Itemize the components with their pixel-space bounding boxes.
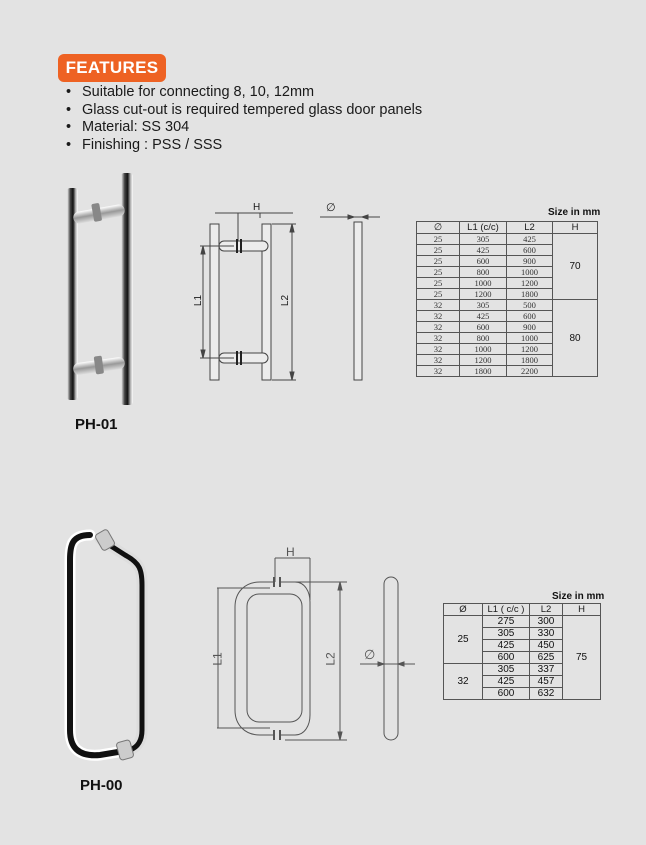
ph-01-size-table: [416, 221, 598, 377]
cell-h: 75: [563, 616, 601, 700]
cell: 1200: [507, 278, 553, 289]
cell: 800: [460, 267, 507, 278]
cell: 450: [530, 640, 563, 652]
dimension-label-l2: L2: [323, 652, 338, 666]
col-header-diameter: Ø: [444, 604, 483, 616]
col-header-diameter: ∅: [417, 222, 460, 234]
cell: 32: [417, 333, 460, 344]
col-header-l2: L2: [507, 222, 553, 234]
d-shaped-pull-handle-photo-icon: [60, 525, 155, 770]
cell: 305: [460, 234, 507, 245]
h-shaped-pull-handle-photo-icon: [55, 168, 145, 413]
cell: 425: [507, 234, 553, 245]
cell: 1000: [460, 278, 507, 289]
cell: 1800: [507, 355, 553, 366]
ph-00-front-drawing-icon: [205, 540, 350, 750]
cell: 1000: [507, 333, 553, 344]
cell: 1000: [507, 267, 553, 278]
cell: 25: [417, 245, 460, 256]
cell-diameter: 25: [444, 616, 483, 664]
ph-01-front-drawing-icon: [190, 198, 310, 388]
cell: 25: [417, 256, 460, 267]
cell-diameter: 32: [444, 664, 483, 700]
cell: 425: [460, 311, 507, 322]
size-note: Size in mm: [548, 207, 601, 218]
cell: 275: [483, 616, 530, 628]
cell: 500: [507, 300, 553, 311]
cell: 32: [417, 366, 460, 377]
cell: 600: [460, 256, 507, 267]
features-title: FEATURES: [58, 54, 166, 82]
cell: 800: [460, 333, 507, 344]
cell: 337: [530, 664, 563, 676]
table-row: [417, 300, 598, 311]
cell: 425: [483, 676, 530, 688]
cell: 1200: [460, 355, 507, 366]
ph-01-side-drawing-icon: [320, 205, 380, 385]
model-label-ph-01: PH-01: [75, 416, 118, 433]
dimension-label-diameter: ∅: [364, 647, 376, 662]
cell: 457: [530, 676, 563, 688]
cell: 1200: [460, 289, 507, 300]
cell: 600: [483, 688, 530, 700]
cell: 32: [417, 300, 460, 311]
cell: 32: [417, 355, 460, 366]
cell: 1800: [507, 289, 553, 300]
cell: 600: [507, 245, 553, 256]
col-header-h: H: [563, 604, 601, 616]
cell: 600: [507, 311, 553, 322]
dimension-label-diameter: ∅: [326, 202, 336, 214]
cell: 632: [530, 688, 563, 700]
cell-h: 70: [553, 234, 598, 300]
dimension-label-l1: L1: [193, 294, 205, 307]
cell: 25: [417, 234, 460, 245]
cell: 425: [483, 640, 530, 652]
col-header-l2: L2: [530, 604, 563, 616]
model-label-ph-00: PH-00: [80, 777, 123, 794]
cell: 1200: [507, 344, 553, 355]
cell: 32: [417, 344, 460, 355]
cell: 600: [460, 322, 507, 333]
dimension-label-h: H: [253, 202, 261, 213]
cell: 32: [417, 322, 460, 333]
cell: 25: [417, 267, 460, 278]
dimension-label-l2: L2: [280, 294, 292, 307]
feature-item: • Glass cut-out is required tempered glass door panels: [66, 102, 422, 120]
cell: 425: [460, 245, 507, 256]
cell: 600: [483, 652, 530, 664]
cell: 305: [483, 664, 530, 676]
features-list: [66, 84, 422, 154]
cell: 900: [507, 256, 553, 267]
cell: 1800: [460, 366, 507, 377]
cell: 900: [507, 322, 553, 333]
ph-00-size-table: [443, 603, 601, 700]
cell: 25: [417, 278, 460, 289]
col-header-h: H: [553, 222, 598, 234]
cell: 300: [530, 616, 563, 628]
table-row: [444, 616, 601, 628]
cell: 625: [530, 652, 563, 664]
cell: 32: [417, 311, 460, 322]
table-row: [417, 234, 598, 245]
cell: 330: [530, 628, 563, 640]
cell: 1000: [460, 344, 507, 355]
cell: 305: [483, 628, 530, 640]
size-note: Size in mm: [552, 591, 605, 602]
cell: 305: [460, 300, 507, 311]
feature-item: • Suitable for connecting 8, 10, 12mm: [66, 84, 422, 102]
feature-item: • Finishing : PSS / SSS: [66, 137, 422, 155]
cell: 2200: [507, 366, 553, 377]
col-header-l1: L1 ( c/c ): [483, 604, 530, 616]
col-header-l1: L1 (c/c): [460, 222, 507, 234]
cell: 25: [417, 289, 460, 300]
feature-item: • Material: SS 304: [66, 119, 422, 137]
cell-h: 80: [553, 300, 598, 377]
dimension-label-h: H: [286, 545, 295, 559]
dimension-label-l1: L1: [210, 652, 225, 666]
